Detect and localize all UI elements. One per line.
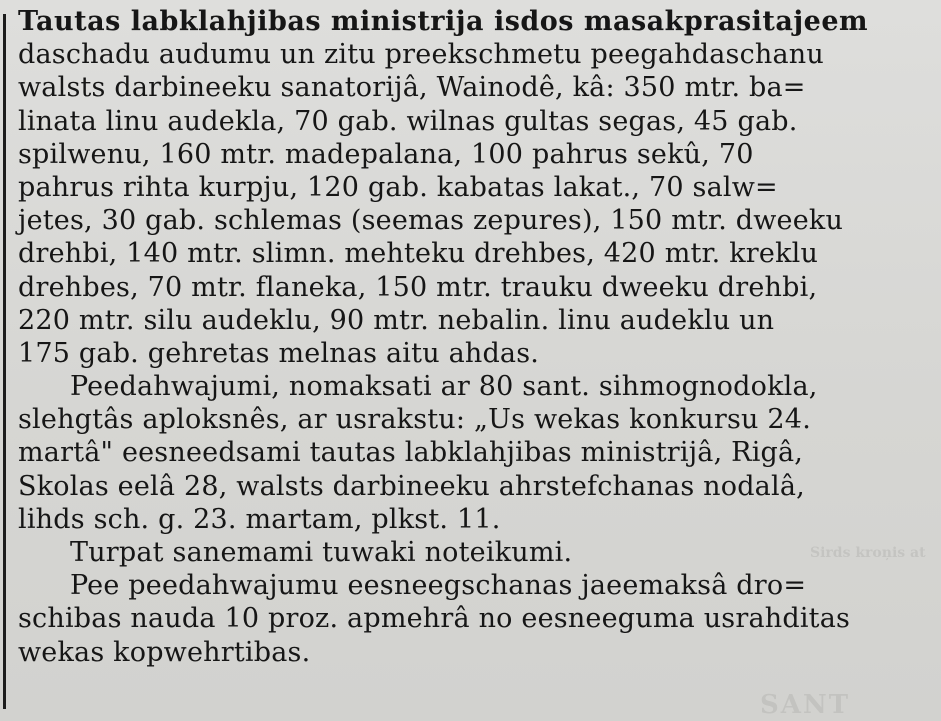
column-rule — [3, 14, 6, 709]
body-line-10: 175 gab. gehretas melnas aitu ahdas. — [18, 337, 540, 369]
announcement-article — [18, 5, 938, 669]
deposit-paragraph-line-2: schibas nauda 10 proz. apmehrâ no eesneeguma usrahditas — [18, 603, 851, 635]
conditions-paragraph-line: Turpat sanemami tuwaki noteikumi. — [70, 537, 573, 568]
body-line-5: pahrus rihta kurpju, 120 gab. kabatas lakat., 70 salw= — [18, 171, 778, 203]
bleed-through-text-large: SANT — [760, 690, 851, 720]
bleed-through-text-small: Sirds kroņis at — [810, 545, 926, 561]
offers-paragraph-line-4: Skolas eelâ 28, walsts darbineeku ahrstefchanas nodalâ, — [18, 470, 805, 502]
body-line-2: walsts darbineeku sanatorijâ, Wainodê, kâ: 350 mtr. ba= — [18, 72, 806, 104]
body-line-3: linata linu audekla, 70 gab. wilnas gultas segas, 45 gab. — [18, 105, 798, 137]
deposit-paragraph-line-3: wekas kopwehrtibas. — [18, 636, 311, 668]
offers-paragraph-line-5: lihds sch. g. 23. martam, plkst. 11. — [18, 503, 501, 535]
deposit-paragraph-line-1: Pee peedahwajumu eesneegschanas jaeemaksâ dro= — [70, 570, 807, 602]
offers-paragraph-line-2: slehgtâs aploksnês, ar usrakstu: „Us wekas konkursu 24. — [18, 404, 811, 436]
body-line-9: 220 mtr. silu audeklu, 90 mtr. nebalin. linu audeklu un — [18, 304, 775, 336]
offers-paragraph-line-1: Peedahwajumi, nomaksati ar 80 sant. sihmognodokla, — [70, 371, 818, 403]
offers-paragraph-line-3: martâ" eesneedsami tautas labklahjibas ministrijâ, Rigâ, — [18, 437, 804, 469]
body-line-6: jetes, 30 gab. schlemas (seemas zepures), 150 mtr. dweeku — [18, 205, 844, 237]
body-line-8: drehbes, 70 mtr. flaneka, 150 mtr. trauku dweeku drehbi, — [18, 271, 818, 303]
headline-line: Tautas labklahjibas ministrija isdos masakprasitajeem — [18, 6, 869, 37]
body-line-4: spilwenu, 160 mtr. madepalana, 100 pahrus sekû, 70 — [18, 138, 754, 170]
body-line-1: daschadu audumu un zitu preekschmetu peegahdaschanu — [18, 39, 824, 71]
body-line-7: drehbi, 140 mtr. slimn. mehteku drehbes, 420 mtr. kreklu — [18, 238, 819, 270]
